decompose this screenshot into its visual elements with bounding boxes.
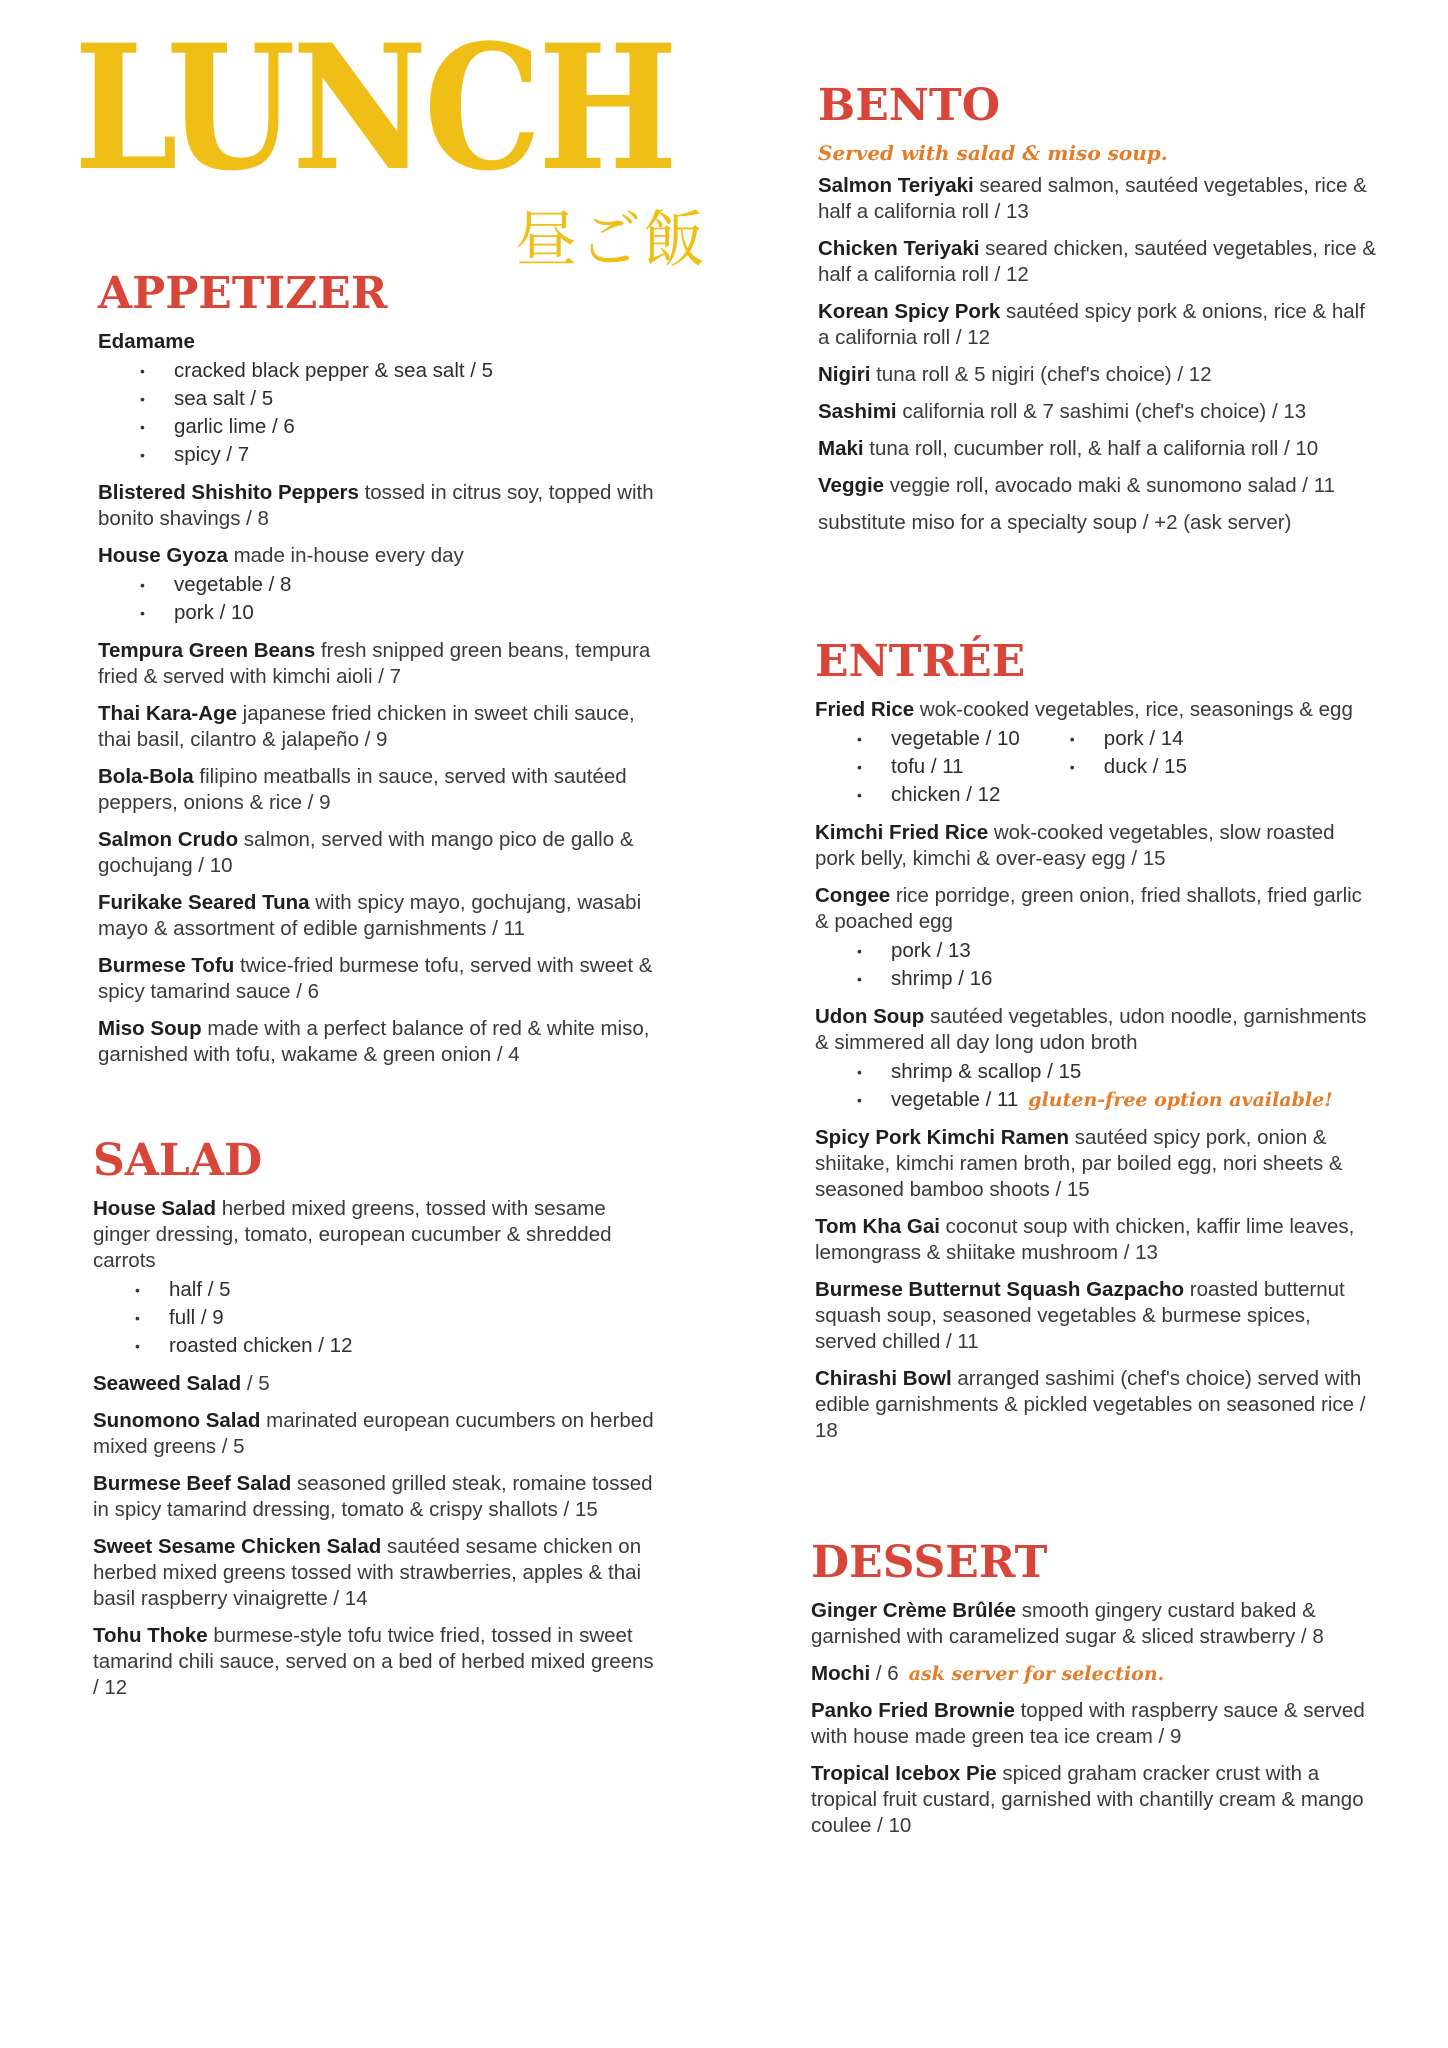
item-name: Nigiri	[818, 363, 871, 386]
item-name: Maki	[818, 437, 864, 460]
item-description: with spicy mayo, gochujang, wasabi mayo & assortment of edible garnishments / 11	[98, 891, 642, 940]
menu-item	[815, 697, 1375, 809]
option-text: vegetable / 11	[891, 1088, 1019, 1111]
item-name: Burmese Beef Salad	[93, 1472, 292, 1495]
section-entree	[815, 636, 1375, 1455]
section-dessert	[811, 1537, 1371, 1850]
menu-item	[811, 1761, 1371, 1839]
menu-item	[818, 473, 1378, 499]
option-item: • garlic lime / 6	[140, 413, 673, 441]
menu-item	[818, 510, 1378, 536]
option-list	[815, 937, 1375, 993]
menu-item	[98, 329, 673, 469]
item-description: substitute miso for a specialty soup / +2 (ask server)	[818, 511, 1292, 534]
item-description: / 6	[870, 1662, 899, 1685]
section-heading: DESSERT	[811, 1537, 1048, 1588]
menu-item	[815, 1366, 1375, 1444]
menu-title-japanese: 昼ご飯	[515, 203, 708, 276]
item-description: fresh snipped green beans, tempura fried & served with kimchi aioli / 7	[98, 639, 651, 688]
item-name: Mochi	[811, 1662, 871, 1685]
item-description: marinated european cucumbers on herbed mixed greens / 5	[93, 1409, 654, 1458]
option-item: • tofu / 11	[857, 753, 1020, 781]
item-name: Sweet Sesame Chicken Salad	[93, 1535, 382, 1558]
menu-item	[811, 1698, 1371, 1750]
item-description: twice-fried burmese tofu, served with sweet & spicy tamarind sauce / 6	[98, 954, 653, 1003]
item-name: Chicken Teriyaki	[818, 237, 980, 260]
item-description: wok-cooked vegetables, slow roasted pork belly, kimchi & over-easy egg / 15	[815, 821, 1335, 870]
item-name: Congee	[815, 884, 891, 907]
menu-title: LUNCH	[74, 6, 675, 209]
section-heading: BENTO	[818, 80, 1001, 131]
option-item: • roasted chicken / 12	[135, 1332, 663, 1360]
section-heading: SALAD	[93, 1135, 263, 1186]
item-description: burmese-style tofu twice fried, tossed in sweet tamarind chili sauce, served on a bed of herbed mixed greens / 12	[93, 1624, 654, 1699]
item-name: Salmon Teriyaki	[818, 174, 974, 197]
item-name: Miso Soup	[98, 1017, 202, 1040]
item-description: sautéed sesame chicken on herbed mixed greens tossed with strawberries, apples & thai basil raspberry vinaigrette / 14	[93, 1535, 642, 1610]
menu-item	[818, 399, 1378, 425]
menu-item	[818, 236, 1378, 288]
section-heading: APPETIZER	[98, 268, 388, 319]
item-description: seasoned grilled steak, romaine tossed in spicy tamarind dressing, tomato & crispy shallots / 15	[93, 1472, 653, 1521]
item-description: japanese fried chicken in sweet chili sauce, thai basil, cilantro & jalapeño / 9	[98, 702, 635, 751]
item-description: coconut soup with chicken, kaffir lime leaves, lemongrass & shiitake mushroom / 13	[815, 1215, 1355, 1264]
item-name: Burmese Tofu	[98, 954, 235, 977]
menu-item	[98, 1016, 673, 1068]
option-list	[98, 571, 673, 627]
item-name: House Gyoza	[98, 544, 228, 567]
option-list	[815, 725, 1020, 809]
menu-item	[98, 701, 673, 753]
option-item: • vegetable / 10	[857, 725, 1020, 753]
menu-item	[93, 1196, 663, 1360]
option-item: • full / 9	[135, 1304, 663, 1332]
item-description: arranged sashimi (chef's choice) served with edible garnishments & pickled vegetables on seasoned rice / 18	[815, 1367, 1366, 1442]
item-description: sautéed vegetables, udon noodle, garnishments & simmered all day long udon broth	[815, 1005, 1367, 1054]
item-description: salmon, served with mango pico de gallo & gochujang / 10	[98, 828, 634, 877]
menu-item	[815, 883, 1375, 993]
option-item: • pork / 14	[1070, 725, 1187, 753]
option-item: • duck / 15	[1070, 753, 1187, 781]
item-description: topped with raspberry sauce & served with house made green tea ice cream / 9	[811, 1699, 1365, 1748]
item-description: filipino meatballs in sauce, served with sautéed peppers, onions & rice / 9	[98, 765, 627, 814]
item-name: Blistered Shishito Peppers	[98, 481, 359, 504]
item-description: made in-house every day	[227, 544, 464, 567]
menu-item	[98, 953, 673, 1005]
menu-item	[93, 1534, 663, 1612]
option-item: • pork / 13	[857, 937, 1375, 965]
option-item: • vegetable / 8	[140, 571, 673, 599]
section-subtitle: Served with salad & miso soup.	[818, 141, 1168, 165]
menu-item	[93, 1371, 663, 1397]
item-description: smooth gingery custard baked & garnished with caramelized sugar & sliced strawberry / 8	[811, 1599, 1324, 1648]
option-item: • spicy / 7	[140, 441, 673, 469]
option-item	[857, 1086, 1375, 1114]
item-name: Burmese Butternut Squash Gazpacho	[815, 1278, 1185, 1301]
menu-item	[815, 820, 1375, 872]
item-description: rice porridge, green onion, fried shallots, fried garlic & poached egg	[815, 884, 1362, 933]
menu-item	[93, 1471, 663, 1523]
menu-item	[93, 1623, 663, 1701]
section-salad	[93, 1135, 663, 1712]
option-note: gluten-free option available!	[1028, 1089, 1333, 1111]
option-item: • pork / 10	[140, 599, 673, 627]
item-description: seared chicken, sautéed vegetables, rice & half a california roll / 12	[818, 237, 1376, 286]
menu-item	[815, 1004, 1375, 1114]
item-name: Seaweed Salad	[93, 1372, 242, 1395]
option-item: • sea salt / 5	[140, 385, 673, 413]
option-item: • chicken / 12	[857, 781, 1020, 809]
option-item: • shrimp / 16	[857, 965, 1375, 993]
item-name: Sunomono Salad	[93, 1409, 261, 1432]
menu-item	[98, 480, 673, 532]
item-name: Tropical Icebox Pie	[811, 1762, 997, 1785]
item-description: herbed mixed greens, tossed with sesame ginger dressing, tomato, european cucumber & shredded carrots	[93, 1197, 612, 1272]
section-appetizer	[98, 268, 673, 1079]
item-name: Thai Kara-Age	[98, 702, 237, 725]
option-list	[93, 1276, 663, 1360]
menu-item	[98, 638, 673, 690]
menu-item	[93, 1408, 663, 1460]
item-description: made with a perfect balance of red & white miso, garnished with tofu, wakame & green onion / 4	[98, 1017, 650, 1066]
item-name: Ginger Crème Brûlée	[811, 1599, 1017, 1622]
section-heading: ENTRÉE	[815, 636, 1026, 687]
item-name: House Salad	[93, 1197, 217, 1220]
section-bento	[818, 80, 1378, 547]
option-item: • half / 5	[135, 1276, 663, 1304]
item-name: Kimchi Fried Rice	[815, 821, 989, 844]
item-description: seared salmon, sautéed vegetables, rice & half a california roll / 13	[818, 174, 1367, 223]
menu-item	[818, 299, 1378, 351]
item-name: Sashimi	[818, 400, 897, 423]
item-name: Tempura Green Beans	[98, 639, 316, 662]
item-description: tuna roll & 5 nigiri (chef's choice) / 12	[870, 363, 1212, 386]
item-description: tossed in citrus soy, topped with bonito shavings / 8	[98, 481, 654, 530]
option-columns	[815, 723, 1375, 809]
menu-item	[98, 827, 673, 879]
item-note: ask server for selection.	[908, 1663, 1165, 1685]
menu-item	[811, 1661, 1371, 1687]
item-name: Fried Rice	[815, 698, 915, 721]
option-list	[98, 357, 673, 469]
item-name: Udon Soup	[815, 1005, 925, 1028]
option-item: • shrimp & scallop / 15	[857, 1058, 1375, 1086]
menu-item	[815, 1125, 1375, 1203]
item-description: roasted butternut squash soup, seasoned vegetables & burmese spices, served chilled / 11	[815, 1278, 1345, 1353]
item-name: Bola-Bola	[98, 765, 194, 788]
item-name: Tom Kha Gai	[815, 1215, 940, 1238]
item-description: sautéed spicy pork & onions, rice & half a california roll / 12	[818, 300, 1365, 349]
menu-item	[815, 1214, 1375, 1266]
item-name: Furikake Seared Tuna	[98, 891, 310, 914]
option-list	[1070, 725, 1187, 809]
item-description: wok-cooked vegetables, rice, seasonings & egg	[914, 698, 1353, 721]
item-description: california roll & 7 sashimi (chef's choice) / 13	[896, 400, 1307, 423]
item-name: Salmon Crudo	[98, 828, 239, 851]
menu-item	[98, 543, 673, 627]
item-name: Chirashi Bowl	[815, 1367, 952, 1390]
item-name: Korean Spicy Pork	[818, 300, 1001, 323]
option-item: • cracked black pepper & sea salt / 5	[140, 357, 673, 385]
menu-item	[98, 890, 673, 942]
item-name: Edamame	[98, 330, 195, 353]
item-description: tuna roll, cucumber roll, & half a california roll / 10	[863, 437, 1319, 460]
menu-item	[811, 1598, 1371, 1650]
item-name: Tohu Thoke	[93, 1624, 208, 1647]
option-list	[815, 1058, 1375, 1114]
item-description: / 5	[241, 1372, 270, 1395]
item-description: spiced graham cracker crust with a tropical fruit custard, garnished with chantilly cream & mango coulee / 10	[811, 1762, 1364, 1837]
item-description: veggie roll, avocado maki & sunomono salad / 11	[884, 474, 1335, 497]
menu-item	[818, 436, 1378, 462]
menu-item	[818, 362, 1378, 388]
item-name: Spicy Pork Kimchi Ramen	[815, 1126, 1070, 1149]
item-name: Veggie	[818, 474, 885, 497]
menu-item	[815, 1277, 1375, 1355]
menu-item	[98, 764, 673, 816]
item-name: Panko Fried Brownie	[811, 1699, 1015, 1722]
item-description: sautéed spicy pork, onion & shiitake, kimchi ramen broth, par boiled egg, nori sheets & seasoned bamboo shoots / 15	[815, 1126, 1343, 1201]
menu-item	[818, 173, 1378, 225]
